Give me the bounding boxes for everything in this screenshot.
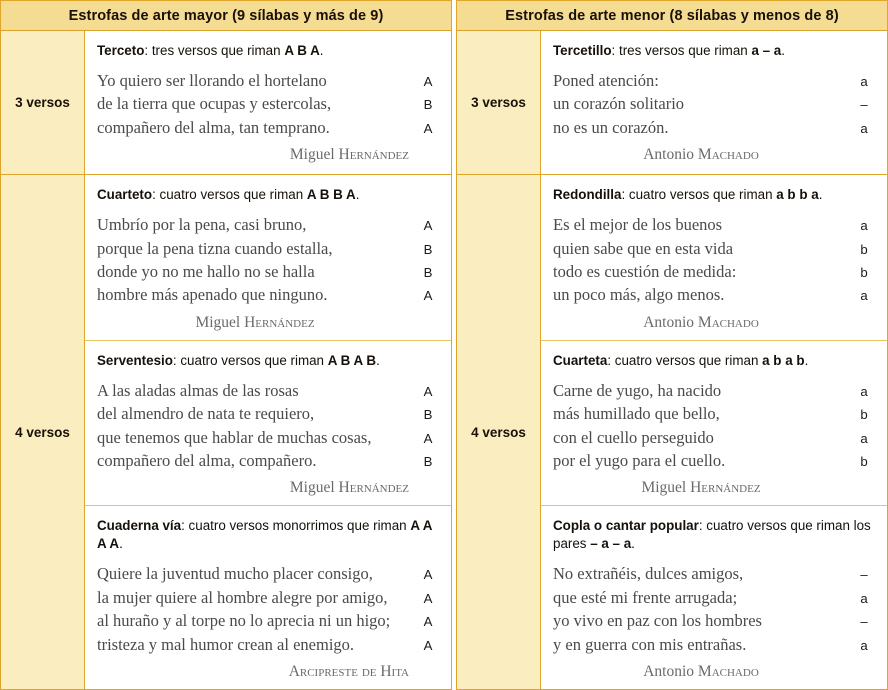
stanza-definition-text: : cuatro versos que riman [607,352,763,368]
verse-rhyme-letter: A [423,120,433,136]
verse-line [553,402,875,425]
verse-text: porque la pena tizna cuando estalla, [97,238,333,258]
verse-rhyme-letter: – [860,614,868,630]
stanza-block [541,175,887,341]
verse-line [553,449,875,472]
verse-text: todo es cuestión de medida: [553,261,737,281]
stanza-term: Serventesio [97,352,173,368]
verse-list [97,562,439,656]
verse-text: con el cuello perseguido [553,427,714,447]
stanza-definition-period: . [319,43,324,58]
verse-rhyme-letter: A [423,637,433,653]
stanza-definition-period: . [804,352,809,368]
stanza-definition [97,186,439,204]
verse-list [97,379,439,473]
stanza-definition [553,186,875,204]
attribution-last-name: Hernández [338,479,409,497]
stanza-term: Cuarteto [97,187,153,203]
verse-text: que esté mi frente arrugada; [553,587,738,607]
rhyme-scheme: a – a [751,43,782,58]
stanza-block [85,175,451,341]
group-row [1,175,451,689]
rhyme-scheme: A B B A [306,187,356,203]
verse-line [97,449,439,472]
attribution [97,479,439,497]
stanza-stack [541,175,887,689]
verse-line [553,69,875,92]
verse-rhyme-letter: B [423,407,433,423]
verse-line [553,426,875,449]
stanza-term: Terceto [97,43,145,58]
rhyme-scheme: a b a b [762,352,805,368]
stanza-definition [553,352,875,370]
verse-text: del almendro de nata te requiero, [97,404,315,424]
stanza-stack [541,31,887,174]
verse-line [553,213,875,236]
stanza-definition-text: : cuatro versos que riman [172,352,328,368]
verse-line [97,633,439,656]
attribution-first-name: Miguel [289,479,339,497]
table-arte-menor [456,0,888,690]
verse-rhyme-letter: a [860,120,868,136]
verse-line [553,260,875,283]
group-row [457,31,887,175]
stanza-definition-text: : cuatro versos que riman [152,187,307,203]
verse-line [97,402,439,425]
attribution-first-name: Antonio [643,663,698,680]
verse-line [553,609,875,632]
verse-text: yo vivo en paz con los hombres [553,611,762,631]
table-body-arte-menor [456,31,888,690]
verse-line [97,426,439,449]
stanza-definition-period: . [631,536,635,552]
stanza-definition-period: . [355,187,360,203]
attribution-last-name: Hernández [690,479,761,497]
attribution-last-name: Hernández [244,313,315,331]
stanza-definition-period: . [376,352,380,368]
verse-line [553,237,875,260]
rhyme-scheme: – a – a [590,536,632,552]
verse-rhyme-letter: A [423,590,433,606]
verse-text: Carne de yugo, ha nacido [553,380,722,400]
verse-text: quien sabe que en esta vida [553,238,734,258]
verse-text: Yo quiero ser llorando el hortelano [97,70,327,90]
stanza-definition-period: . [781,43,785,58]
stanza-term: Cuaderna vía [97,518,182,534]
stanza-definition-text: : tres versos que riman [144,43,285,58]
verse-line [97,92,439,115]
stanza-stack [85,31,451,174]
verse-text: tristeza y mal humor crean al enemigo. [97,634,355,654]
verse-count-label: 3 versos [457,31,541,174]
stanza-definition-text: : cuatro versos monorrimos que riman [181,518,411,534]
stanza-definition-text: : cuatro versos que riman los pares [553,518,871,552]
verse-rhyme-letter: b [860,453,868,469]
stanza-block [541,506,887,689]
verse-text: y en guerra con mis entrañas. [553,634,747,654]
verse-rhyme-letter: b [860,407,868,423]
verse-rhyme-letter: – [860,97,868,113]
verse-text: un poco más, algo menos. [553,285,725,305]
verse-text: más humillado que bello, [553,404,720,424]
rhyme-scheme: A B A B [327,352,377,368]
verse-rhyme-letter: A [423,383,433,399]
verse-rhyme-letter: a [860,383,868,399]
verse-line [97,283,439,306]
verse-line [97,379,439,402]
verse-line [97,260,439,283]
attribution [97,663,439,681]
verse-text: que tenemos que hablar de muchas cosas, [97,427,372,447]
stanza-term: Tercetillo [553,43,612,58]
verse-line [553,586,875,609]
verse-list [553,379,875,473]
stanza-term: Cuarteta [553,352,608,368]
attribution [97,146,439,164]
verse-line [97,237,439,260]
attribution [553,479,875,497]
stanza-definition-text: : cuatro versos que riman [621,187,777,203]
verse-line [97,562,439,585]
verse-line [97,116,439,139]
verse-text: hombre más apenado que ninguno. [97,285,328,305]
verse-rhyme-letter: A [423,430,433,446]
verse-list [553,69,875,139]
stanza-term: Copla o cantar popular [553,518,699,534]
verse-count-label: 4 versos [457,175,541,689]
verse-list [553,562,875,656]
stanza-definition [553,42,875,60]
verse-text: Umbrío por la pena, casi bruno, [97,215,307,235]
attribution-first-name: Antonio [643,313,698,331]
attribution-first-name: Miguel [289,146,339,164]
attribution [97,314,439,332]
verse-rhyme-letter: A [423,218,433,234]
attribution-last-name: Arcipreste de Hita [288,663,409,680]
verse-rhyme-letter: A [423,614,433,630]
stanza-block [85,506,451,689]
stanza-block [85,31,451,174]
verse-rhyme-letter: B [423,241,433,257]
table-header-arte-mayor: Estrofas de arte mayor (9 sílabas y más de 9) [0,0,452,31]
verse-text: un corazón solitario [553,94,685,114]
attribution-last-name: Hernández [338,146,409,164]
verse-text: donde yo no me hallo no se halla [97,261,315,281]
verse-text: Poned atención: [553,70,659,90]
verse-text: A las aladas almas de las rosas [97,380,299,400]
verse-text: de la tierra que ocupas y estercolas, [97,94,332,114]
attribution-first-name: Miguel [195,313,245,331]
attribution [553,146,875,164]
verse-count-label: 4 versos [1,175,85,689]
verse-line [97,69,439,92]
verse-count-label: 3 versos [1,31,85,174]
verse-rhyme-letter: a [860,590,868,606]
stanza-definition [97,517,439,553]
verse-rhyme-letter: a [860,637,868,653]
verse-rhyme-letter: a [860,430,868,446]
verse-line [97,609,439,632]
attribution [553,314,875,332]
verse-rhyme-letter: B [423,453,433,469]
group-row [1,31,451,175]
verse-rhyme-letter: a [860,288,868,304]
verse-list [97,213,439,307]
verse-line [97,586,439,609]
verse-text: compañero del alma, compañero. [97,450,317,470]
verse-rhyme-letter: a [860,218,868,234]
verse-rhyme-letter: b [860,241,868,257]
verse-line [553,116,875,139]
stanza-definition-text: : tres versos que riman [611,43,752,58]
attribution-last-name: Machado [697,313,759,331]
rhyme-scheme: a b b a [776,187,819,203]
verse-text: Es el mejor de los buenos [553,215,723,235]
verse-text: al huraño y al torpe no lo aprecia ni un higo; [97,611,391,631]
group-row [457,175,887,689]
stanza-definition [97,352,439,370]
verse-rhyme-letter: A [423,288,433,304]
stanza-definition [97,42,439,60]
verse-line [553,633,875,656]
rhyme-scheme: A B A [284,43,320,58]
stanza-definition [553,517,875,553]
verse-line [553,379,875,402]
table-body-arte-mayor [0,31,452,690]
verse-rhyme-letter: a [860,73,868,89]
verse-text: Quiere la juventud mucho placer consigo, [97,564,373,584]
verse-text: No extrañéis, dulces amigos, [553,564,744,584]
verse-text: no es un corazón. [553,117,669,137]
stanza-block [85,341,451,507]
stanza-term: Redondilla [553,187,622,203]
verse-line [97,213,439,236]
table-header-arte-menor: Estrofas de arte menor (8 sílabas y menos de 8) [456,0,888,31]
verse-rhyme-letter: A [423,73,433,89]
rhyme-scheme: A A A A [97,518,432,552]
verse-text: por el yugo para el cuello. [553,450,726,470]
attribution [553,663,875,681]
verse-list [553,213,875,307]
verse-line [553,283,875,306]
stanza-block [541,341,887,507]
verse-rhyme-letter: – [860,567,868,583]
stanza-block [541,31,887,174]
verse-rhyme-letter: B [423,97,433,113]
stanza-definition-period: . [818,187,823,203]
attribution-last-name: Machado [697,663,759,680]
stanza-stack [85,175,451,689]
verse-line [553,92,875,115]
verse-rhyme-letter: b [860,264,868,280]
verse-line [553,562,875,585]
attribution-first-name: Miguel [641,479,691,497]
verse-text: compañero del alma, tan temprano. [97,117,330,137]
stanza-definition-period: . [119,536,123,552]
verse-list [97,69,439,139]
verse-rhyme-letter: A [423,567,433,583]
verse-rhyme-letter: B [423,264,433,280]
attribution-first-name: Antonio [643,146,698,164]
verse-text: la mujer quiere al hombre alegre por amigo, [97,587,388,607]
attribution-last-name: Machado [697,146,759,164]
